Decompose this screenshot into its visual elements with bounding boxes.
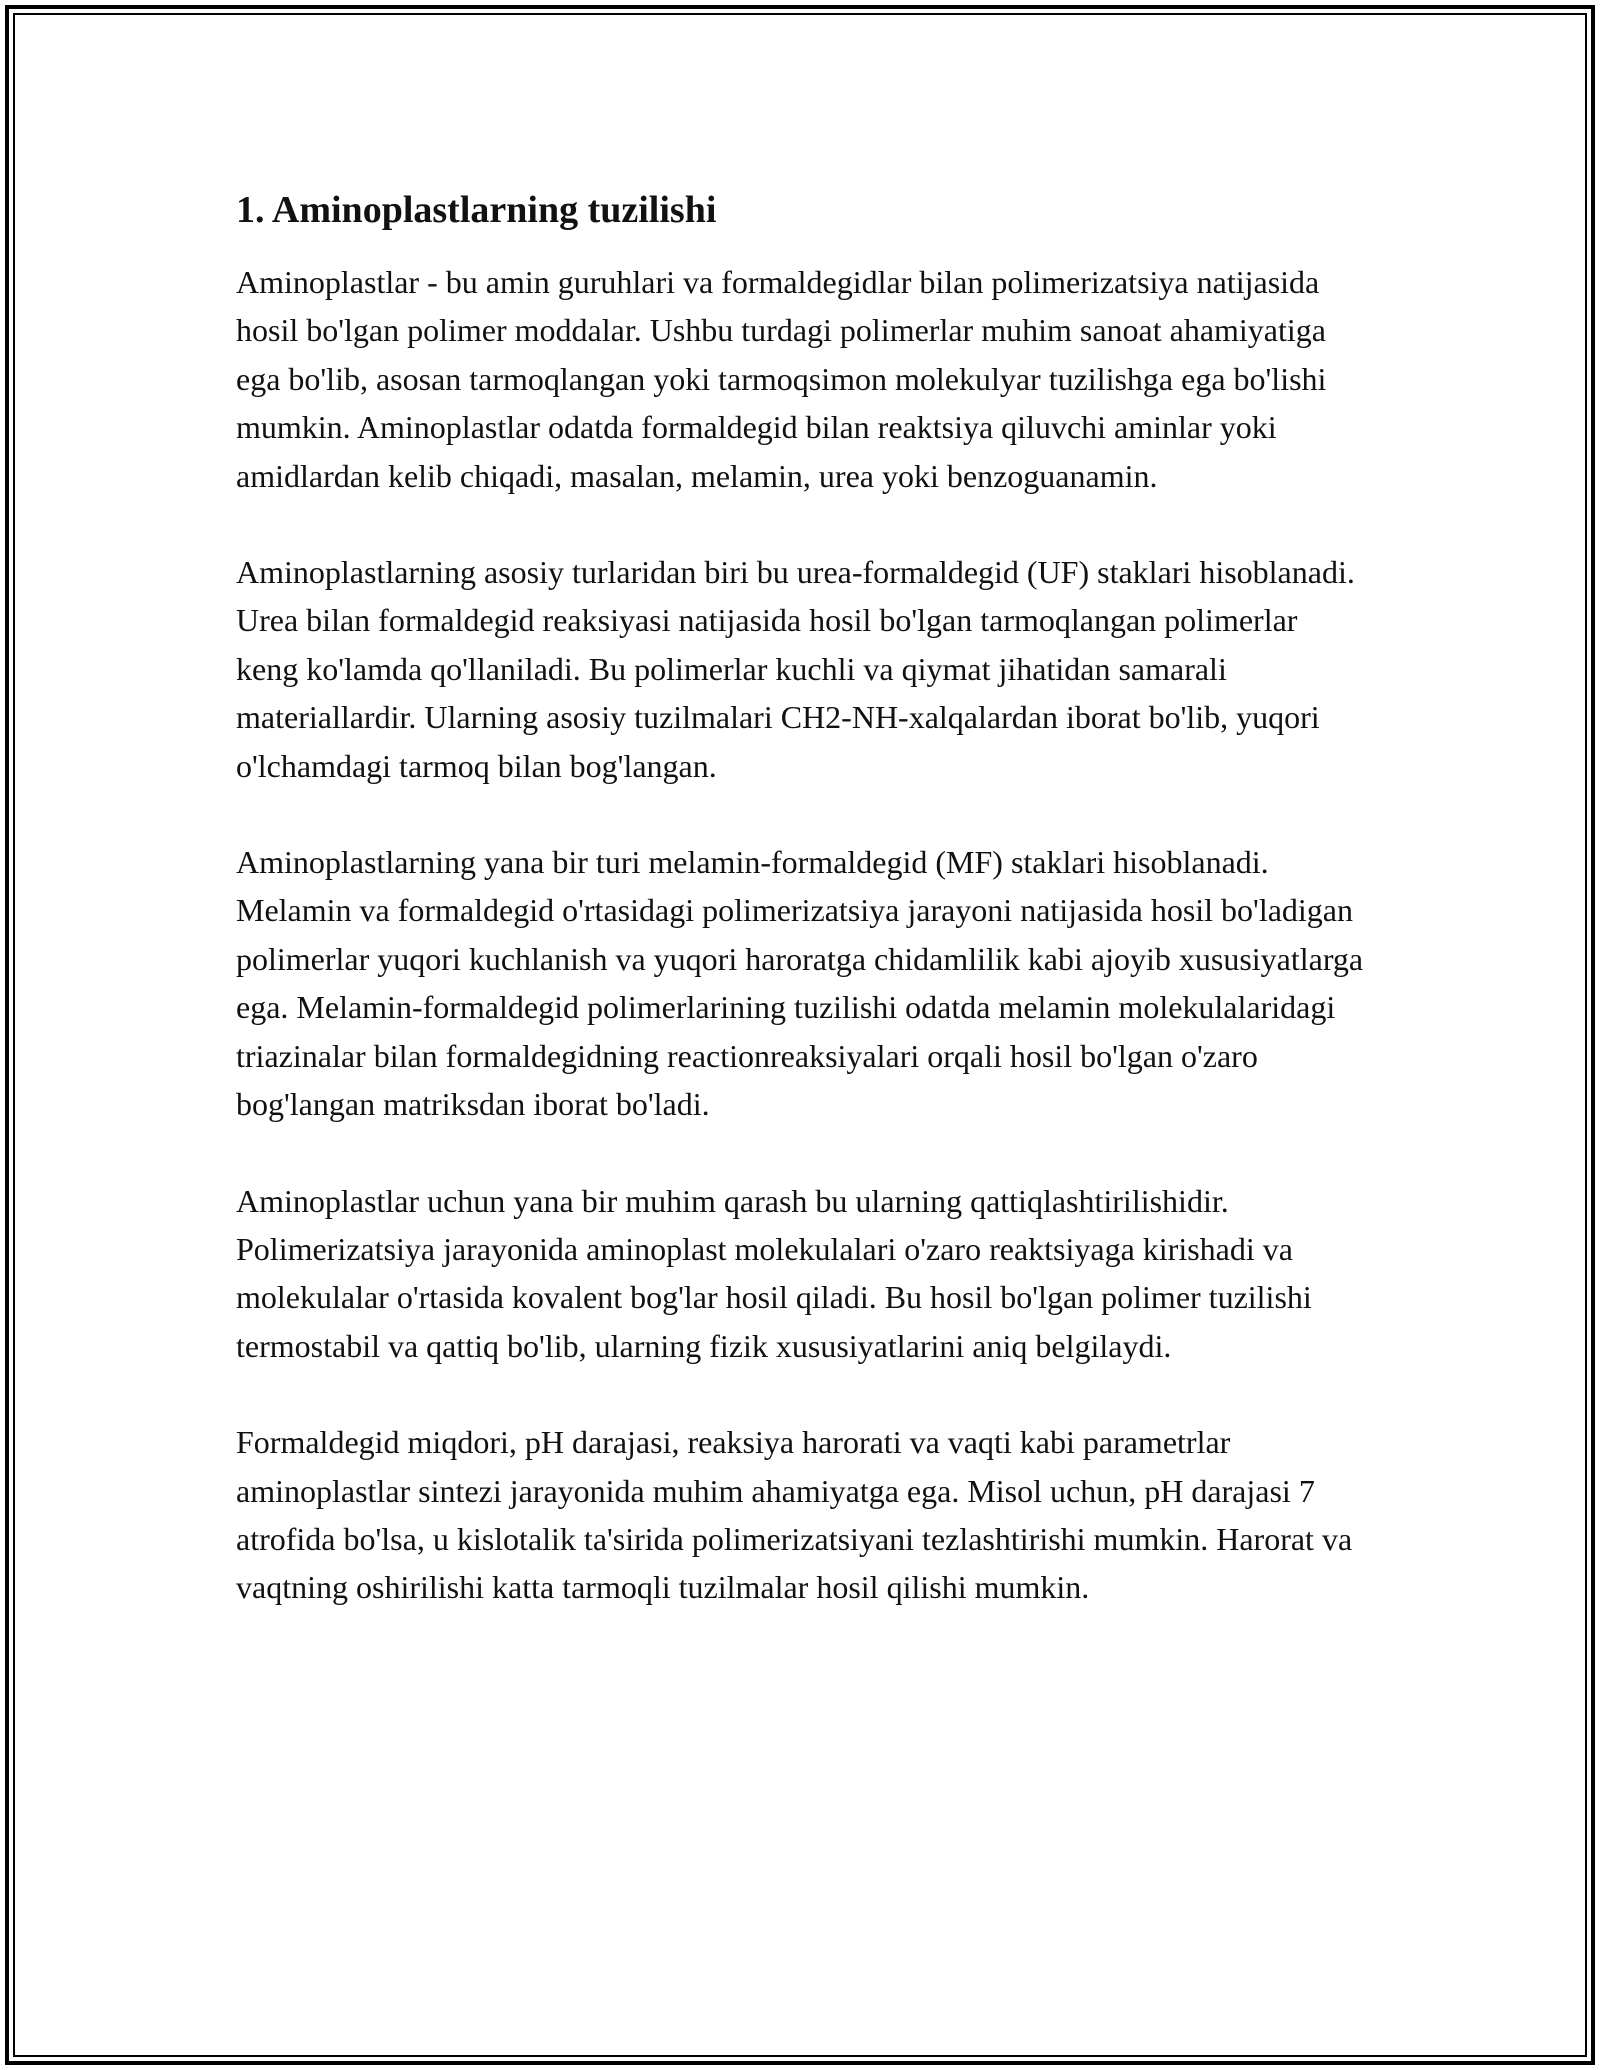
paragraph-melamine-formaldehyde: Aminoplastlarning yana bir turi melamin-formaldegid (MF) staklari hisoblanadi. Melamin va formaldegid o'rtasidagi polimerizatsiya jarayoni natijasida hosil bo'ladigan polimerlar yuqori kuchlanish va yuqori haroratga chidamlilik kabi ajoyib xususiyatlarga ega. Melamin-formaldegid polimerlarining tuzilishi odatda melamin molekulalaridagi triazinalar bilan formaldegidning reactionreaksiyalari orqali hosil bo'lgan o'zaro bog'langan matriksdan iborat bo'ladi. xyxy=(236,844,1364,1123)
document-body xyxy=(236,188,1366,1660)
paragraph-intro: Aminoplastlar - bu amin guruhlari va formaldegidlar bilan polimerizatsiya natijasida hosil bo'lgan polimer moddalar. Ushbu turdagi polimerlar muhim sanoat ahamiyatiga ega bo'lib, asosan tarmoqlangan yoki tarmoqsimon molekulyar tuzilishga ega bo'lishi mumkin. Aminoplastlar odatda formaldegid bilan reaktsiya qiluvchi aminlar yoki amidlardan kelib chiqadi, masalan, melamin, urea yoki benzoguanamin. xyxy=(236,264,1327,494)
paragraph-parameters: Formaldegid miqdori, pH darajasi, reaksiya harorati va vaqti kabi parametrlar aminoplastlar sintezi jarayonida muhim ahamiyatga ega. Misol uchun, pH darajasi 7 atrofida bo'lsa, u kislotalik ta'sirida polimerizatsiyani tezlashtirishi mumkin. Harorat va vaqtning oshirilishi katta tarmoqli tuzilmalar hosil qilishi mumkin. xyxy=(236,1424,1353,1606)
paragraph-urea-formaldehyde: Aminoplastlarning asosiy turlaridan biri bu urea-formaldegid (UF) staklari hisoblanadi. Urea bilan formaldegid reaksiyasi natijasida hosil bo'lgan tarmoqlangan polimerlar keng ko'lamda qo'llaniladi. Bu polimerlar kuchli va qiymat jihatidan samarali materiallardir. Ularning asosiy tuzilmalari CH2-NH-xalqalardan iborat bo'lib, yuqori o'lchamdagi tarmoq bilan bog'langan. xyxy=(236,554,1355,784)
section-heading: 1. Aminoplastlarning tuzilishi xyxy=(236,189,717,231)
paragraph-curing: Aminoplastlar uchun yana bir muhim qarash bu ularning qattiqlashtirilishidir. Polimerizatsiya jarayonida aminoplast molekulalari o'zaro reaktsiyaga kirishadi va molekulalar o'rtasida kovalent bog'lar hosil qiladi. Bu hosil bo'lgan polimer tuzilishi termostabil va qattiq bo'lib, ularning fizik xususiyatlarini aniq belgilaydi. xyxy=(236,1182,1312,1364)
